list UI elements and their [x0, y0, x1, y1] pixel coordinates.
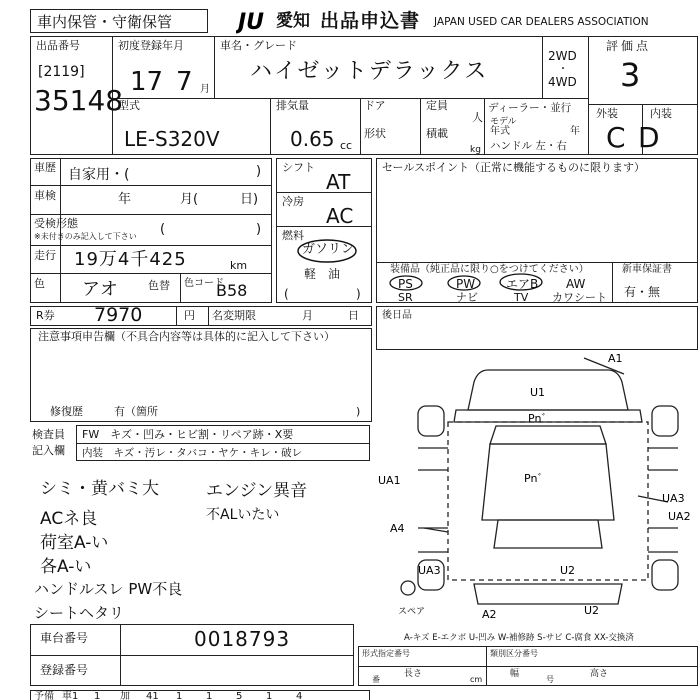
gas-circle-mark [296, 238, 358, 264]
mark-pnt-front: Pn゛ [528, 412, 553, 425]
score-label: 評価点 [606, 39, 652, 53]
mark-a1-top: A1 [608, 352, 623, 365]
car-name-label: 車名・グレード [220, 39, 297, 52]
inspector-note-right-1: エンジン異音 [206, 481, 308, 501]
dealer-label: ディーラー・並行 [488, 102, 572, 114]
footer-cell-9: 4 [296, 691, 303, 700]
car-name-value: ハイゼットデラックス [250, 59, 489, 84]
lot-number: 35148 [34, 84, 124, 117]
drive-4wd: 4WD [548, 75, 577, 89]
equip-pw: PW [456, 277, 476, 291]
inspection-year: 年 [118, 192, 132, 207]
history-value: 自家用・( [68, 167, 130, 183]
first-reg-year: 17 [130, 67, 164, 97]
shift-value: AT [326, 170, 351, 194]
mark-ua3: UA3 [662, 492, 685, 505]
displacement-unit: cc [340, 139, 353, 152]
fuel-label: 燃料 [282, 229, 304, 242]
drive-2wd: 2WD [548, 49, 577, 63]
inspector-note-5: ハンドルスレ PW不良 [34, 580, 183, 598]
aircon-value: AC [326, 204, 354, 228]
load-label: 積載 [426, 127, 448, 140]
mark-ua1: UA1 [378, 474, 401, 487]
footer-cell-8: 1 [266, 691, 273, 700]
mark-u2-rear: U2 [560, 564, 576, 577]
equip-ps: PS [398, 277, 413, 291]
mark-u1: U1 [530, 386, 546, 399]
interior-value: D [638, 121, 660, 154]
inspector-note-2: ACネ良 [40, 509, 98, 529]
inspection-day: 日) [240, 192, 259, 207]
aircon-label: 冷房 [282, 195, 304, 208]
recipient-label: 受検形態 [34, 217, 78, 230]
footer-cell-1: 車1 [62, 691, 79, 700]
lot-label: 出品番号 [36, 39, 80, 52]
model-year-label: モデル [490, 117, 517, 127]
equip-sr: SR [398, 291, 413, 304]
recipient-open: ( [160, 222, 166, 237]
mark-ua2: UA2 [668, 510, 691, 523]
inspection-month: 月( [180, 192, 199, 207]
sales-point-label: セールスポイント（正常に機能するものに限ります） [382, 161, 646, 174]
mark-pnt-roof: Pn゛ [524, 472, 549, 485]
org-name: 愛知 [276, 11, 310, 31]
interior-label: 内装 [650, 107, 672, 120]
fuel-close: ) [356, 287, 361, 301]
r-ticket-value: 7970 [94, 304, 143, 326]
new-warranty-label: 新車保証書 [622, 264, 672, 275]
footer-cell-4: 41 [146, 691, 159, 700]
new-warranty-value: 有・無 [624, 285, 661, 299]
score-value: 3 [620, 56, 641, 94]
displacement-value: 0.65 [290, 127, 335, 151]
inspector-label-1: 検査員 [32, 428, 65, 441]
mark-ua3-rear: UA3 [418, 564, 441, 577]
recipient-note: ※未付きのみ記入して下さい [34, 232, 137, 241]
dims-cm: cm [470, 675, 483, 684]
equip-aw: AW [566, 277, 586, 291]
equipment-label: 装備品（純正品に限り○をつけてください） [390, 264, 589, 275]
ju-logo-icon [236, 8, 276, 34]
footer-cell-6: 1 [206, 691, 213, 700]
length-label: 長さ [404, 669, 423, 679]
year-label: 年式 [490, 126, 510, 137]
r-ticket-unit: 円 [184, 309, 195, 322]
english-title: JAPAN USED CAR DEALERS ASSOCIATION [434, 16, 649, 28]
footer-cell-0: 予備 [34, 691, 54, 700]
color-code-label: 色コード [184, 278, 224, 289]
equipment-grid [382, 276, 610, 302]
footer-row [30, 690, 370, 700]
storage-badge [30, 9, 208, 33]
equip-navi: ナビ [456, 291, 478, 304]
load-unit: kg [470, 145, 481, 155]
equip-airbag: エアB [506, 277, 539, 291]
shape-label: 形状 [364, 127, 386, 140]
storage-badge-text: 車内保管・守衛保管 [37, 13, 173, 31]
car-damage-diagram [378, 352, 698, 620]
footer-cell-2: 1 [94, 691, 101, 700]
airbag-circle-mark [498, 272, 544, 292]
color-label: 色 [34, 277, 45, 290]
handle-label: ハンドル 左・右 [490, 140, 567, 152]
inspector-note-1: シミ・黄バミ大 [40, 479, 159, 499]
class-label: 類別区分番号 [490, 649, 538, 658]
model-value: LE-S320V [124, 127, 220, 151]
form-title: 出品申込書 [320, 10, 421, 32]
color-code-value: B58 [216, 281, 248, 300]
first-reg-month: 7 [176, 67, 193, 97]
mark-a4: A4 [390, 522, 405, 535]
inspector-row-1: FW キズ・凹み・ヒビ割・リペア跡・X要 [82, 428, 294, 441]
inspector-row-2: 内装 キズ・汚レ・タバコ・ヤケ・キレ・破レ [82, 447, 303, 459]
ju-logo [236, 8, 276, 34]
equip-kawa-seat: カワシート [552, 291, 607, 304]
pw-circle-mark [446, 274, 482, 292]
registration-label: 登録番号 [40, 663, 89, 677]
color-value: アオ [82, 279, 118, 300]
history-label: 車歴 [34, 161, 56, 174]
shift-label: シフト [282, 161, 315, 174]
inspector-label-2: 記入欄 [32, 444, 65, 457]
repair-close: ) [356, 405, 361, 418]
history-close: ) [256, 164, 262, 179]
inspector-note-right-2: 不ALいたい [206, 507, 280, 523]
doors-label: ドア [364, 99, 386, 112]
r-ticket-label: R券 [36, 309, 55, 322]
recipient-close: ) [256, 222, 262, 237]
first-reg-label: 初度登録年月 [118, 39, 184, 52]
capacity-label: 定員 [426, 99, 448, 112]
fuel-diesel: 軽 油 [304, 267, 341, 281]
mileage-value: 19万4千425 [74, 249, 187, 270]
dims-num: 号 [546, 675, 554, 684]
svg-text:JU: JU [238, 10, 265, 34]
ps-circle-mark [388, 274, 424, 292]
height-label: 高さ [590, 669, 609, 679]
notes-label: 注意事項申告欄（不具合内容等は具体的に記入して下さい） [38, 330, 335, 343]
exterior-label: 外装 [596, 107, 618, 120]
repair-value: 有（箇所 [114, 405, 158, 418]
first-reg-month-unit: 月 [200, 84, 210, 95]
mark-u2-bottom: U2 [584, 604, 600, 617]
chassis-label: 車台番号 [40, 631, 89, 645]
mileage-unit: km [230, 259, 248, 272]
name-change-label: 名変期限 [212, 309, 256, 322]
seal-block [376, 306, 698, 350]
dims-no: 番 [372, 675, 380, 684]
footer-cell-5: 1 [176, 691, 183, 700]
inspector-note-3: 荷室A-い [40, 533, 109, 553]
footer-cell-3: 加 [120, 691, 130, 700]
inspector-block [30, 425, 372, 461]
inspector-note-4: 各A-い [40, 557, 92, 577]
chassis-value: 0018793 [194, 627, 291, 651]
damage-legend: A-キズ E-エクボ U-凹み W-補修跡 S-サビ C-腐食 XX-交換済 [404, 633, 634, 643]
type-label: 形式指定番号 [362, 649, 410, 658]
r-ticket-row [30, 306, 372, 326]
inspection-label: 車検 [34, 189, 56, 202]
exterior-value: C [606, 121, 626, 154]
mileage-label: 走行 [34, 249, 56, 262]
color-change-label: 色替 [148, 279, 170, 292]
seal-label: 後日品 [382, 310, 412, 321]
spare-label: スペア [398, 607, 426, 617]
fuel-gas: ガソリン [302, 242, 355, 257]
inspector-note-6: シートヘタリ [34, 604, 125, 622]
displacement-label: 排気量 [276, 99, 309, 112]
capacity-unit: 人 [472, 111, 483, 124]
model-label: 型式 [118, 99, 140, 112]
footer-cell-7: 5 [236, 691, 243, 700]
equip-tv: TV [514, 291, 529, 304]
lot-small-number: [2119] [38, 64, 85, 80]
mark-a2-bottom: A2 [482, 608, 497, 620]
width-label: 幅 [510, 669, 520, 679]
fuel-open: ( [284, 287, 289, 301]
name-change-month: 月 [302, 309, 313, 322]
drive-separator: ・ [558, 64, 568, 75]
repair-label: 修復歴 [50, 405, 83, 418]
name-change-day: 日 [348, 309, 359, 322]
year-unit: 年 [570, 126, 580, 137]
